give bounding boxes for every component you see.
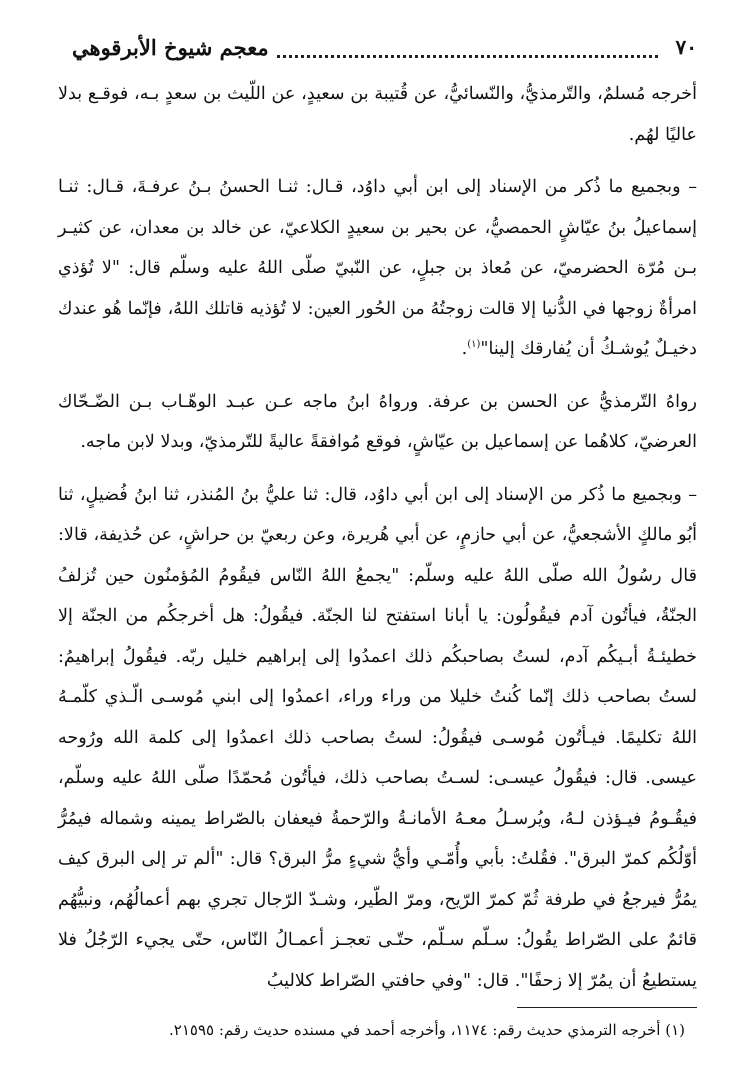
footnote-marker[interactable]: (١) [467,339,481,351]
page-number: ٧٠ [675,35,697,59]
paragraph-2-text: – وبجميع ما ذُكر من الإسناد إلى ابن أبي داوُد، قـال: ثنـا الحسنُ بـنُ عرفـةَ، قـال: ثنـا إسماعيلُ بنُ عيّاشٍ الحمصيُّ، عن بحير بن سعيدٍ الكلاعيّ، عن خالد بن معدان، عن كثيـر بـن مُرّة الحضرميّ، عن مُعاذ بن جبلٍ، عن النّبيّ صلّى اللهُ عليه وسلّم قال: "لا تُؤذي امرأةٌ زوجها في الدُّنيا إلا قالت زوجتُهُ من الحُور العين: لا تُؤذيه قاتلك اللهُ، فإنّما هُو عندك دخيـلٌ يُوشـكُ أن يُفارقك إلينا" [58,177,697,359]
paragraph-3 [58,382,697,463]
footnote: (١) أخرجه الترمذي حديث رقم: ١١٧٤، وأخرجه أحمد في مسنده حديث رقم: ٢١٥٩٥. [169,1021,685,1039]
paragraph-1-text: أخرجه مُسلمٌ، والتّرمذيُّ، والنّسائيُّ، عن قُتيبة بن سعيدٍ، عن اللّيث بن سعدٍ بـه، فوقـع بدلا عاليًا لهُم. [58,84,697,145]
paragraph-2: – وبجميع ما ذُكر من الإسناد إلى ابن أبي داوُد، قـال: ثنـا الحسنُ بـنُ عرفـةَ، قـال: ثنـا إسماعيلُ بنُ عيّاشٍ الحمصيُّ، عن بحير بن سعيدٍ الكلاعيّ، عن خالد بن معدان، عن كثيـر بـن مُرّة الحضرميّ، عن مُعاذ بن جبلٍ، عن النّبيّ صلّى اللهُ عليه وسلّم قال: "لا تُؤذي امرأةٌ زوجها في الدُّنيا إلا قالت زوجتُهُ من الحُور العين: لا تُؤذيه قاتلك اللهُ، فإنّما هُو عندك دخيـلٌ يُوشـكُ أن يُفارقك إلينا"$^{(١)}$. [58,177,697,359]
book-title: معجم شيوخ الأبرقوهي [72,34,269,60]
paragraph-4 [58,475,697,1002]
paragraph-3-text: رواهُ التّرمذيُّ عن الحسن بن عرفة. ورواهُ ابنُ ماجه عـن عبـد الوهّـاب بـن الضّـحّاك العرضيّ، كلاهُما عن إسماعيل بن عيّاشٍ، فوقع مُوافقةً عاليةً للتّرمذيّ، وبدلا لابن ماجه. [58,391,697,452]
main-text [58,74,697,1013]
footnote-separator [517,1007,697,1008]
paragraph-1 [58,74,697,155]
running-head [72,30,697,64]
header-dotted-leader [277,45,658,58]
paragraph-4-text: – وبجميع ما ذُكر من الإسناد إلى ابن أبي داوُد، قال: ثنا عليُّ بنُ المُنذر، ثنا ابنُ فُضيلٍ، ثنا أبُو مالكٍ الأشجعيُّ، عن أبي حازمٍ، عن أبي هُريرة، وعن ربعيّ بن حراشٍ، عن حُذيفة، قالا: قال رسُولُ الله صلّى اللهُ عليه وسلّم: "يجمعُ اللهُ النّاس فيقُومُ المُؤمنُون حين تُزلفُ الجنّةُ، فيأتُون آدم فيقُولُون: يا أبانا استفتح لنا الجنّة. فيقُولُ: هل أخرجكُم من الجنّة إلا خطيئـةُ أبـيكُم آدم، لستُ بصاحبكُم ذلك اعمدُوا إلى إبراهيم خليل ربّه. فيقُولُ إبراهيمُ: لستُ بصاحب ذلك إنّما كُنتُ خليلا من وراء وراء، اعمدُوا إلى ابني مُوسـى الّـذي كلّمـهُ اللهُ تكليمًا. فيـأتُون مُوسـى فيقُولُ: لستُ بصاحب ذلك اعمدُوا إلى كلمة الله ورُوحه عيسى. قال: فيقُولُ عيسـى: لسـتُ بصاحب ذلك، فيأتُون مُحمّدًا صلّى اللهُ عليه وسلّم، فيقُـومُ فيـؤذن لـهُ، ويُرسـلُ معـهُ الأمانـةُ والرّحمةُ فيعفان بالصّراط يمينه وشماله فيمُرُّ أوّلُكُم كمرّ البرق". فقُلتُ: بأبي وأُمّـي وأيُّ شيءٍ مرُّ البرق؟ قال: "ألم تر إلى البرق كيف يمُرُّ فيرجعُ في طرفة ثُمّ كمرّ الرّيح، ومرّ الطّير، وشـدّ الرّجال تجري بهم أعمالُهُم، ونبيُّهُم قائمٌ على الصّراط يقُولُ: سـلّم سـلّم، حتّـى تعجـز أعمـالُ النّاس، حتّى يجيء الرّجُلُ فلا يستطيعُ أن يمُرّ إلا زحفًا". قال: "وفي حافتي الصّراط كلاليبُ [58,484,697,991]
